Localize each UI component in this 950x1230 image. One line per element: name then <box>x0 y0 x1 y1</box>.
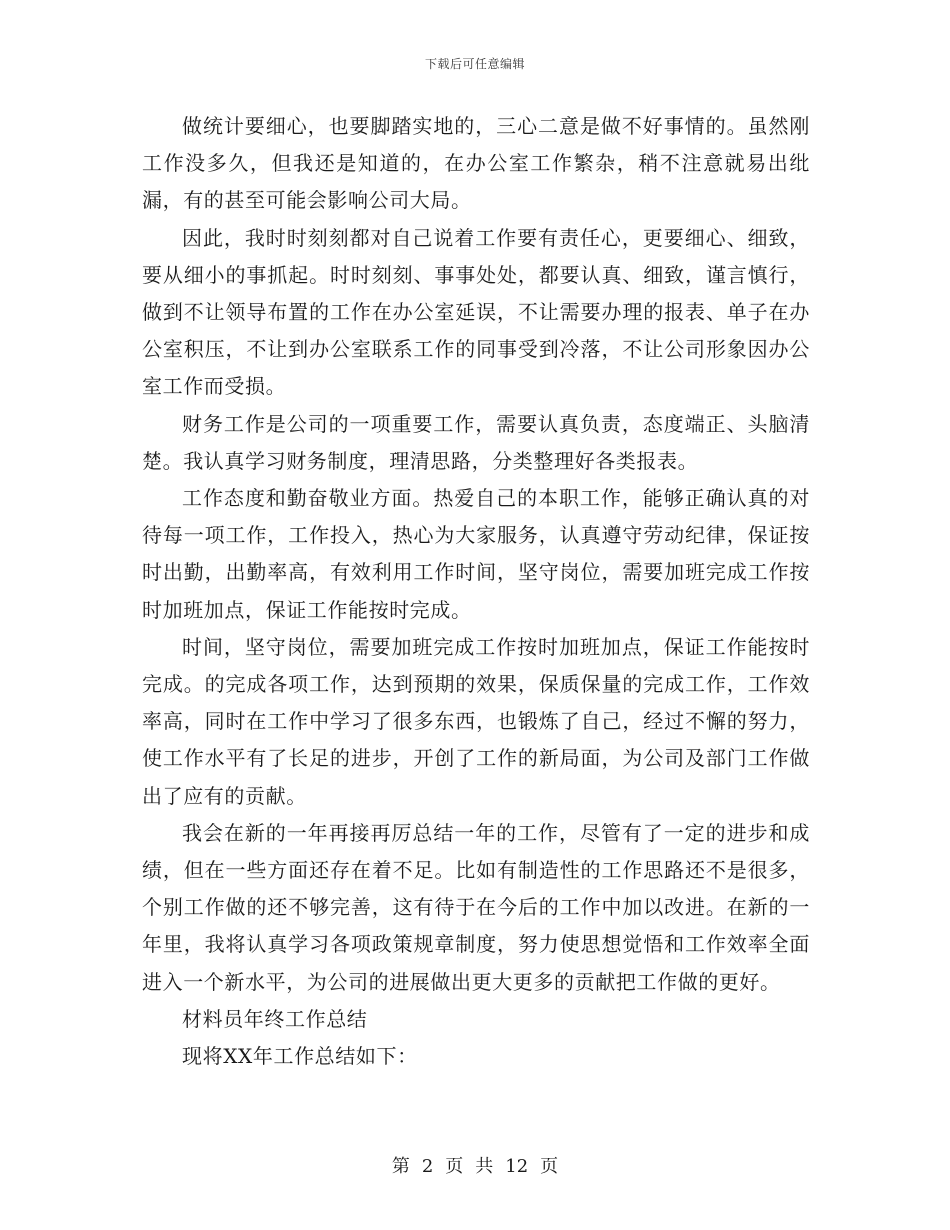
page-header: 下载后可任意编辑 <box>424 57 525 71</box>
paragraph-3: 财务工作是公司的一项重要工作，需要认真负责，态度端正、头脑清楚。我认真学习财务制度，理清思路，分类整理好各类报表。 <box>142 411 810 473</box>
footer-page-word: 页 <box>445 1156 464 1177</box>
paragraph-6: 我会在新的一年再接再厉总结一年的工作，尽管有了一定的进步和成绩，但在一些方面还存在着不足。比如有制造性的工作思路还不是很多，个别工作做的还不够完善，这有待于在今后的工作中加以改进。在新的一年里，我将认真学习各项政策规章制度，努力使思想觉悟和工作效率全面进入一个新水平，为公司的进展做出更大更多的贡献把工作做的更好。 <box>142 820 810 994</box>
page-footer <box>0 1152 950 1178</box>
section-title: 材料员年终工作总结 <box>182 1006 368 1031</box>
paragraph-2: 因此，我时时刻刻都对自己说着工作要有责任心，更要细心、细致，要从细小的事抓起。时时刻刻、事事处处，都要认真、细致，谨言慎行，做到不让领导布置的工作在办公室延误，不让需要办理的报表、单子在办公室积压，不让到办公室联系工作的同事受到冷落，不让公司形象因办公室工作而受损。 <box>142 225 810 399</box>
footer-total-word: 共 <box>475 1156 494 1177</box>
paragraph-intro: 现将XX年工作总结如下： <box>182 1044 418 1069</box>
paragraph-1: 做统计要细心，也要脚踏实地的，三心二意是做不好事情的。虽然刚工作没多久，但我还是知道的，在办公室工作繁杂，稍不注意就易出纰漏，有的甚至可能会影响公司大局。 <box>142 114 810 213</box>
footer-current-page: 2 <box>421 1156 434 1177</box>
footer-total-pages: 12 <box>505 1156 529 1177</box>
footer-prefix: 第 <box>391 1156 410 1177</box>
document-body <box>142 108 810 1075</box>
footer-suffix: 页 <box>540 1156 559 1177</box>
paragraph-5: 时间，坚守岗位，需要加班完成工作按时加班加点，保证工作能按时完成。的完成各项工作，达到预期的效果，保质保量的完成工作，工作效率高，同时在工作中学习了很多东西，也锻炼了自己，经过不懈的努力，使工作水平有了长足的进步，开创了工作的新局面，为公司及部门工作做出了应有的贡献。 <box>142 634 810 808</box>
paragraph-4: 工作态度和勤奋敬业方面。热爱自己的本职工作，能够正确认真的对待每一项工作，工作投入，热心为大家服务，认真遵守劳动纪律，保证按时出勤，出勤率高，有效利用工作时间，坚守岗位，需要加班完成工作按时加班加点，保证工作能按时完成。 <box>142 486 810 622</box>
